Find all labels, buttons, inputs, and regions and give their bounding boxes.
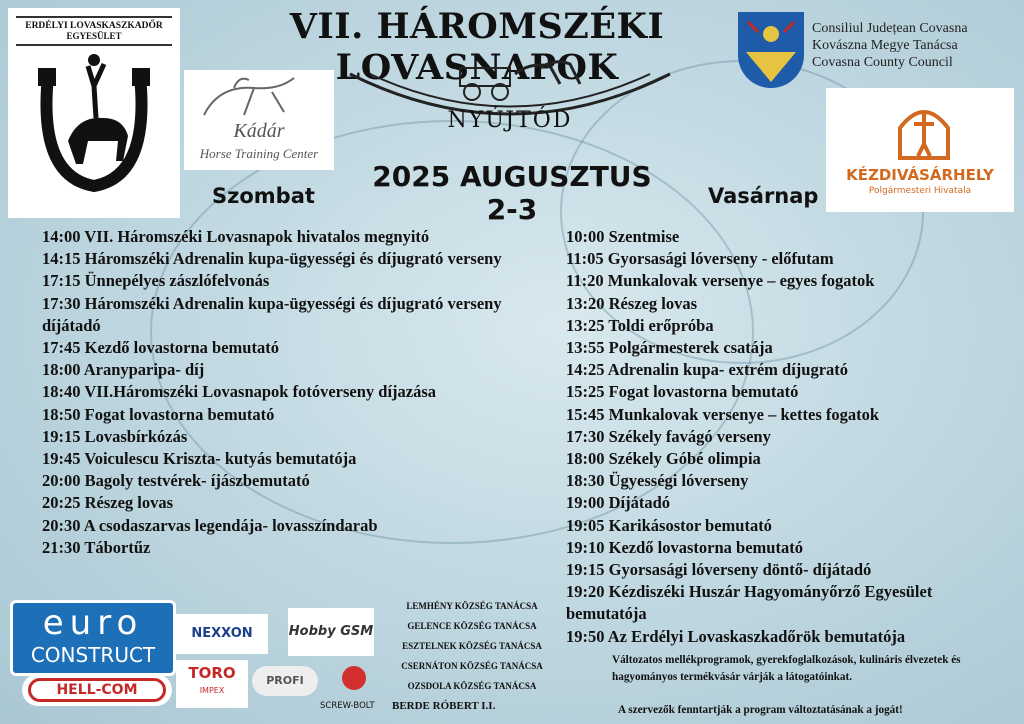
- schedule-item: 18:00 Aranyparipa- díj: [42, 360, 205, 380]
- jumping-horse-icon: [184, 70, 334, 125]
- screwbolt-icon: [342, 666, 366, 690]
- schedule-item: 14:00 VII. Háromszéki Lovasnapok hivatalos megnyitó: [42, 227, 430, 246]
- statue-icon: [896, 100, 952, 160]
- schedule-item: 13:55 Polgármesterek csatája: [566, 338, 773, 358]
- schedule-item: 18:50 Fogat lovastorna bemutató: [42, 404, 275, 424]
- village-name: NYÚJTÓD: [447, 108, 573, 133]
- schedule-item: 19:15 Lovasbírkózás: [42, 426, 188, 446]
- schedule-item: 18:30 Ügyességi lóverseny: [566, 471, 749, 491]
- hobbygsm-logo: [288, 608, 374, 656]
- council-list: LEMHÉNY KÖZSÉG TANÁCSA GELENCE KÖZSÉG TANÁCSA ESZTELNEK KÖZSÉG TANÁCSA CSERNÁTON KÖZSÉG TANÁCSA OZSDOLA KÖZSÉG TANÁCSA: [401, 601, 543, 691]
- hellcom-logo: [22, 674, 172, 706]
- schedule-item: 21:30 Tábortűz: [42, 537, 151, 557]
- logo-text: CONSTRUCT: [13, 643, 173, 667]
- schedule-item: 18:00 Székely Góbé olimpia: [566, 449, 761, 469]
- county-crest: [738, 12, 804, 88]
- schedule-item: 19:10 Kezdő lovastorna bemutató: [566, 537, 803, 557]
- logo-text: HELL-COM: [28, 678, 166, 702]
- program-note: Változatos mellékprogramok, gyerekfoglalkozások, kulináris élvezetek és hagyományos termékvásár várják a látogatóinkat.: [612, 654, 961, 683]
- horseshoe-rider-icon: [8, 46, 180, 196]
- schedule-item: 15:45 Munkalovak versenye – kettes fogatok: [566, 404, 880, 424]
- logo-text: NEXXON: [191, 626, 253, 641]
- schedule-item: 20:00 Bagoly testvérek- íjászbemutató: [42, 471, 310, 491]
- schedule-item: 14:25 Adrenalin kupa- extrém díjugrató: [566, 360, 849, 380]
- sunday-schedule: [566, 226, 1012, 648]
- schedule-item: 19:45 Voiculescu Kriszta- kutyás bemutatója: [42, 449, 357, 469]
- logo-text: TORO: [188, 664, 236, 682]
- schedule-item: 17:45 Kezdő lovastorna bemutató: [42, 338, 279, 358]
- schedule-item: 17:30 Háromszéki Adrenalin kupa-ügyességi és díjugrató verseny díjátadó: [42, 293, 502, 335]
- schedule-item: 20:25 Részeg lovas: [42, 493, 174, 513]
- euroconstruct-logo: [10, 600, 176, 676]
- saturday-label: Szombat: [212, 184, 315, 208]
- logo-text: Hobby GSM: [288, 624, 374, 639]
- nexxon-logo: [176, 614, 268, 654]
- schedule-item: 19:05 Karikásostor bemutató: [566, 515, 772, 535]
- toro-logo: [176, 660, 248, 708]
- schedule-item: 17:30 Székely favágó verseny: [566, 426, 771, 446]
- schedule-item: 11:20 Munkalovak versenye – egyes fogatok: [566, 271, 875, 291]
- schedule-item: 19:20 Kézdiszéki Huszár Hagyományőrző Egyesület bemutatója: [566, 582, 933, 624]
- page-title: VII. HÁROMSZÉKI LOVASNAPOK: [289, 6, 665, 88]
- logo-text: euro: [42, 603, 144, 643]
- schedule-item: 13:25 Toldi erőpróba: [566, 315, 714, 335]
- profi-logo: [252, 666, 318, 696]
- sunday-label: Vasárnap: [708, 184, 819, 208]
- schedule-item: 15:25 Fogat lovastorna bemutató: [566, 382, 799, 402]
- logo-text: Polgármesteri Hivatala: [868, 186, 972, 196]
- schedule-item: 17:15 Ünnepélyes zászlófelvonás: [42, 271, 270, 291]
- schedule-item: 19:00 Díjátadó: [566, 493, 671, 513]
- schedule-item: 13:20 Részeg lovas: [566, 293, 698, 313]
- logo-text: Kádár: [233, 120, 285, 142]
- county-council-name: Consiliul Județean Covasna Kovászna Megye Tanácsa Covasna County Council: [812, 21, 968, 70]
- program-disclaimer: A szervezők fenntartják a program változtatásának a jogát!: [618, 704, 903, 716]
- schedule-item: 18:40 VII.Háromszéki Lovasnapok fotóverseny díjazása: [42, 382, 437, 402]
- schedule-item: 14:15 Háromszéki Adrenalin kupa-ügyességi és díjugrató verseny: [42, 249, 502, 269]
- schedule-item: 20:30 A csodaszarvas legendája- lovasszíndarab: [42, 515, 378, 535]
- schedule-item: 11:05 Gyorsasági lóverseny - előfutam: [566, 249, 834, 269]
- logo-text: ERDÉLYI LOVASKASZKADŐR: [25, 21, 163, 31]
- kezdivasarhely-logo: [826, 88, 1014, 212]
- lovaskaszkador-logo: [8, 8, 180, 218]
- logo-text: EGYESÜLET: [66, 31, 122, 41]
- logo-text: PROFI: [266, 674, 304, 687]
- logo-text: KÉZDIVÁSÁRHELY: [846, 166, 994, 184]
- logo-text: IMPEX: [199, 686, 225, 695]
- kadar-logo: [184, 70, 334, 170]
- event-date: 2025 AUGUSZTUS 2-3: [372, 160, 652, 226]
- schedule-item: 19:15 Gyorsasági lóverseny döntő- díjátadó: [566, 560, 872, 580]
- crest-icon: [738, 12, 804, 88]
- saturday-schedule: [42, 226, 530, 559]
- screwbolt-text: SCREW-BOLT: [320, 701, 375, 711]
- schedule-item: 10:00 Szentmise: [566, 227, 680, 246]
- schedule-item: 19:50 Az Erdélyi Lovaskaszkadőrök bemutatója: [566, 626, 906, 646]
- berde-text: BERDE RÓBERT I.I.: [392, 700, 496, 712]
- logo-text: Horse Training Center: [199, 146, 319, 161]
